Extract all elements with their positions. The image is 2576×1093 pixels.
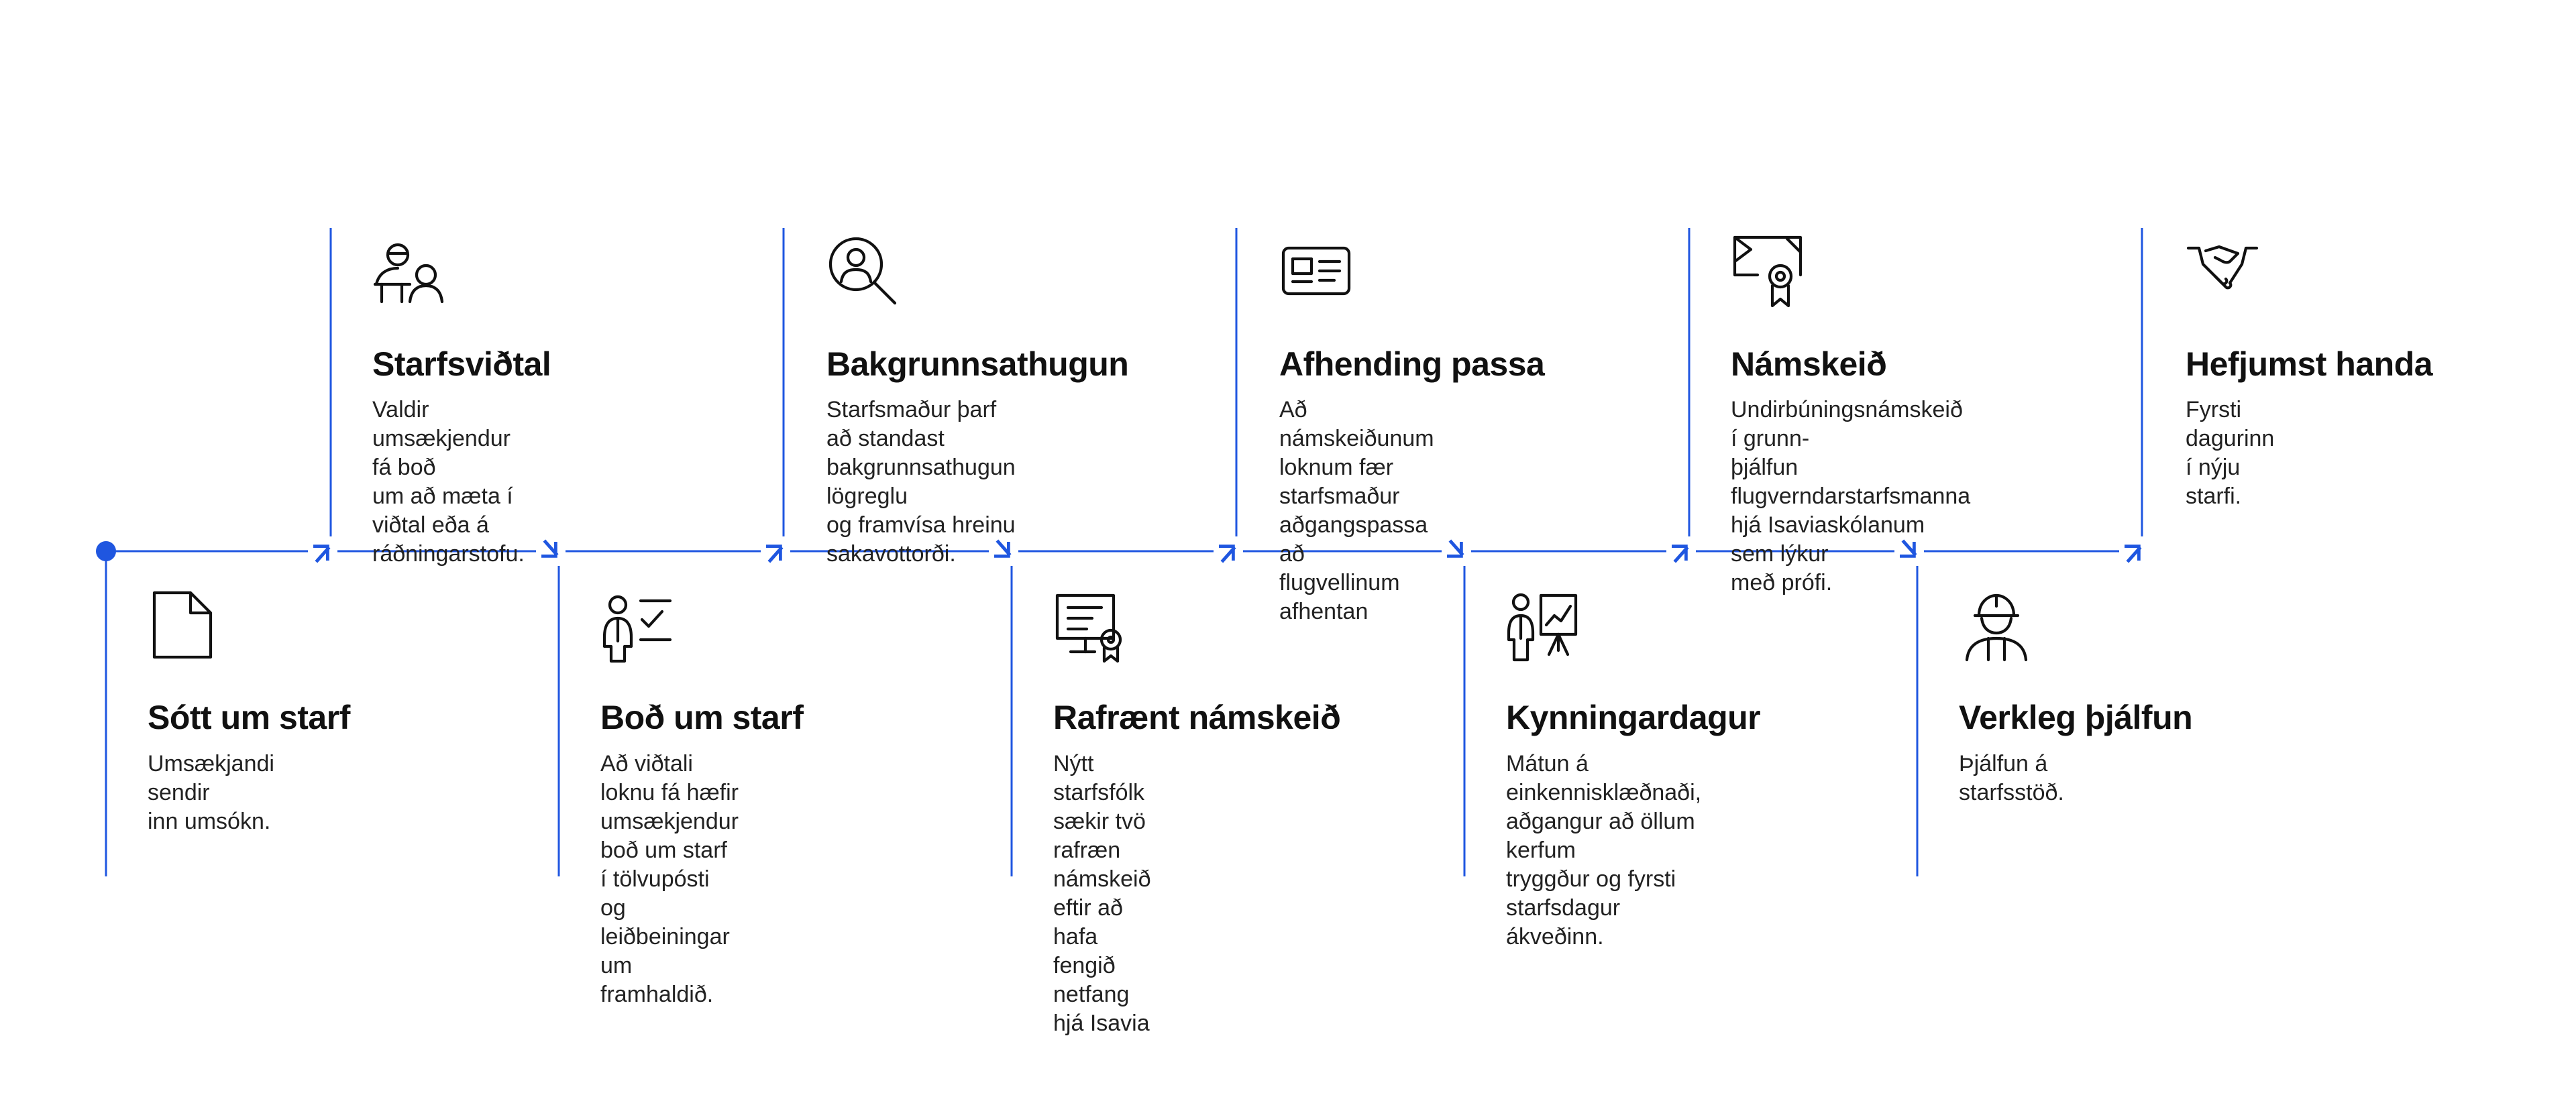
- step-description: Fyrsti dagurinn í nýju starfi.: [2186, 397, 2275, 509]
- worker-icon: [1959, 590, 2033, 664]
- id-card-icon: [1279, 235, 1353, 308]
- step-title: Bakgrunnsathugun: [826, 345, 1129, 383]
- step-description: Að viðtali loknu fá hæfir umsækjendur boð um starf í tölvupósti og leiðbeiningar um framhaldið.: [600, 751, 739, 1007]
- step-title: Sótt um starf: [148, 699, 350, 736]
- presentation-icon: [1506, 590, 1580, 664]
- step-title: Afhending passa: [1279, 345, 1545, 383]
- step-title: Kynningardagur: [1506, 699, 1761, 736]
- step-description: Þjálfun á starfsstöð.: [1959, 751, 2064, 805]
- step-description: Að námskeiðunum loknum fær starfsmaður aðgangspassa að flugvellinum afhentan: [1279, 397, 1434, 624]
- interview-icon: [372, 235, 446, 308]
- step-description: Starfsmaður þarf að standast bakgrunnsathugun lögreglu og framvísa hreinu sakavottorði.: [826, 397, 1016, 567]
- step-title: Hefjumst handa: [2186, 345, 2433, 383]
- online-course-icon: [1053, 590, 1127, 664]
- step-description: Umsækjandi sendir inn umsókn.: [148, 751, 274, 834]
- handshake-icon: [2186, 235, 2259, 308]
- document-icon: [148, 590, 221, 664]
- certificate-icon: [1731, 235, 1805, 308]
- step-title: Starfsviðtal: [372, 345, 551, 383]
- step-title: Boð um starf: [600, 699, 804, 736]
- person-search-icon: [826, 235, 900, 308]
- step-title: Verkleg þjálfun: [1959, 699, 2193, 736]
- step-description: Mátun á einkennisklæðnaði, aðgangur að öllum kerfum tryggður og fyrsti starfsdagur ákveðinn.: [1506, 751, 1702, 950]
- step-description: Undirbúningsnámskeið í grunn- þjálfun flugverndarstarfsmanna hjá Isaviaskólanum sem lýkur með prófi.: [1731, 397, 1971, 595]
- step-title: Rafrænt námskeið: [1053, 699, 1341, 736]
- step-description: Nýtt starfsfólk sækir tvö rafræn námskeið eftir að hafa fengið netfang hjá Isavia: [1053, 751, 1151, 1036]
- step-title: Námskeið: [1731, 345, 1887, 383]
- step-description: Valdir umsækjendur fá boð um að mæta í viðtal eða á ráðningarstofu.: [372, 397, 525, 567]
- person-checklist-icon: [600, 590, 674, 664]
